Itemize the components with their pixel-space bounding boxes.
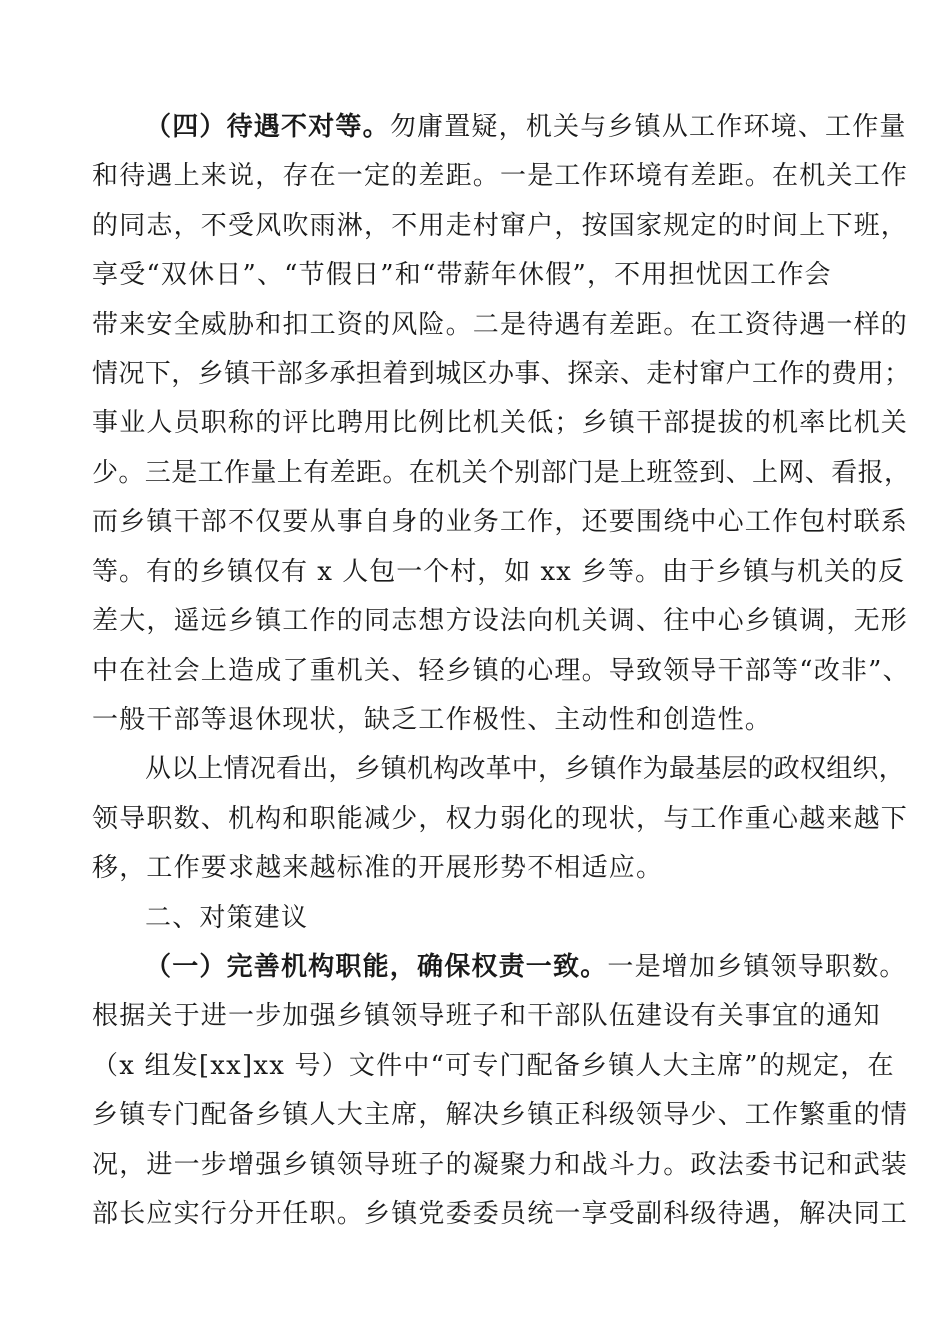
para1-line-13: 一般干部等退休现状，缺乏工作极性、主动性和创造性。 [92, 705, 773, 735]
para2-line-3: 移，工作要求越来越标准的开展形势不相适应。 [92, 853, 664, 883]
para3-line-3: （x 组发[xx]xx 号）文件中“可专门配备乡镇人大主席”的规定，在 [92, 1051, 895, 1081]
para2-line-2: 领导职数、机构和职能减少，权力弱化的现状，与工作重心越来越下 [92, 804, 909, 834]
para3-line-4: 乡镇专门配备乡镇人大主席，解决乡镇正科级领导少、工作繁重的情 [92, 1100, 909, 1130]
para1-line-7: 事业人员职称的评比聘用比例比机关低；乡镇干部提拔的机率比机关 [92, 408, 909, 438]
para1-heading: （四）待遇不对等。 [145, 112, 390, 142]
para1-line-11: 差大，遥远乡镇工作的同志想方设法向机关调、往中心乡镇调，无形 [92, 606, 909, 636]
para1-line-10: 等。有的乡镇仅有 x 人包一个村，如 xx 乡等。由于乡镇与机关的反 [92, 557, 906, 587]
para1-line-12: 中在社会上造成了重机关、轻乡镇的心理。导致领导干部等“改非”、 [92, 656, 910, 686]
para1-line-6: 情况下，乡镇干部多承担着到城区办事、探亲、走村窜户工作的费用； [92, 359, 911, 389]
para1-line-2: 和待遇上来说，存在一定的差距。一是工作环境有差距。在机关工作 [92, 161, 909, 191]
para3-line-6: 部长应实行分开任职。乡镇党委委员统一享受副科级待遇，解决同工 [92, 1199, 909, 1229]
para2-line-1: 从以上情况看出，乡镇机构改革中，乡镇作为最基层的政权组织， [145, 754, 905, 784]
para1-line-4: 享受“双休日”、“节假日”和“带薪年休假”，不用担忧因工作会 [92, 260, 832, 290]
section-title: 二、对策建议 [145, 903, 309, 933]
para1-line-1 [145, 110, 907, 144]
para3-line-5: 况，进一步增强乡镇领导班子的凝聚力和战斗力。政法委书记和武装 [92, 1150, 909, 1180]
para1-line-9: 而乡镇干部不仅要从事自身的业务工作，还要围绕中心工作包村联系 [92, 507, 909, 537]
para1-line-1-text: 勿庸置疑，机关与乡镇从工作环境、工作量 [389, 112, 907, 142]
para1-line-8: 少。三是工作量上有差距。在机关个别部门是上班签到、上网、看报， [92, 458, 911, 488]
para1-line-5: 带来安全威胁和扣工资的风险。二是待遇有差距。在工资待遇一样的 [92, 310, 909, 340]
para3-line-1-text: 一是增加乡镇领导职数。 [607, 952, 907, 982]
para3-heading: （一）完善机构职能，确保权责一致。 [145, 952, 608, 982]
para1-line-3: 的同志，不受风吹雨淋，不用走村窜户，按国家规定的时间上下班， [92, 211, 909, 241]
para3-line-2: 根据关于进一步加强乡镇领导班子和干部队伍建设有关事宜的通知 [92, 1001, 881, 1031]
para3-line-1 [145, 950, 907, 984]
